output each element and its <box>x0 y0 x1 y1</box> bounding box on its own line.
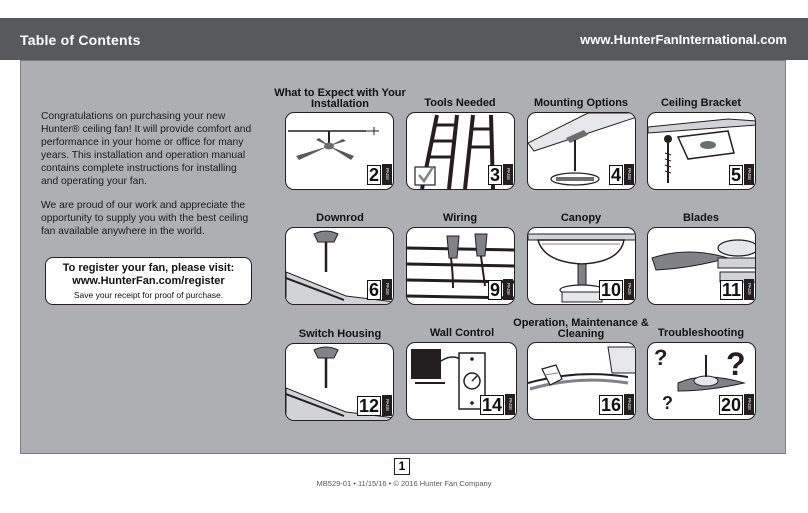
toc-title-bracket: Ceiling Bracket <box>660 97 742 109</box>
toc-page-number: 5 <box>730 165 741 185</box>
page-tab: PAGE <box>503 279 513 300</box>
page-tab: PAGE <box>744 394 754 415</box>
page-title: Table of Contents <box>20 32 141 48</box>
svg-text:?: ? <box>654 345 668 370</box>
toc-tile-tools[interactable] <box>406 112 515 190</box>
toc-page-number: 9 <box>489 280 500 300</box>
toc-title-blades: Blades <box>682 212 720 224</box>
register-note: Save your receipt for proof of purchase. <box>73 290 224 300</box>
register-callout <box>45 257 252 305</box>
toc-tile-mounting[interactable] <box>527 112 636 190</box>
toc-page-number: 2 <box>368 165 379 185</box>
page-tab: PAGE <box>382 164 392 185</box>
toc-page-number: 14 <box>481 395 502 415</box>
toc-page-number: 11 <box>721 280 741 300</box>
intro-text <box>41 110 253 249</box>
toc-title-wiring: Wiring <box>442 212 478 224</box>
toc-page-number: 20 <box>720 395 741 415</box>
page-tab: PAGE <box>624 279 634 300</box>
page-tab: PAGE <box>505 394 515 415</box>
svg-text:?: ? <box>726 346 746 382</box>
page-tab: PAGE <box>382 395 392 416</box>
footer-meta: MB529-01 • 11/15/16 • © 2016 Hunter Fan Company <box>316 479 492 488</box>
page-tab: PAGE <box>503 164 513 185</box>
page-tab: PAGE <box>624 394 634 415</box>
toc-tile-wall-control[interactable] <box>406 342 517 420</box>
toc-tile-blades[interactable] <box>647 227 756 305</box>
page-tab: PAGE <box>744 164 754 185</box>
toc-title-mounting: Mounting Options <box>533 97 629 109</box>
toc-tile-operation[interactable] <box>527 342 636 420</box>
toc-title-wall-control: Wall Control <box>429 327 495 339</box>
toc-page-number: 3 <box>489 165 500 185</box>
toc-title-troubleshooting: Troubleshooting <box>657 327 745 339</box>
register-link[interactable]: www.HunterFan.com/register <box>72 275 225 287</box>
toc-page-number: 16 <box>600 395 621 415</box>
toc-tile-wiring[interactable] <box>406 227 515 305</box>
toc-page-number: 10 <box>600 280 621 300</box>
toc-tile-switch-housing[interactable] <box>285 343 394 421</box>
intro-paragraph-2: We are proud of our work and appreciate the opportunity to supply you with the best ceiling fan available anywhere in the world. <box>41 200 249 237</box>
register-heading: To register your fan, please visit: <box>62 262 235 274</box>
toc-tile-canopy[interactable] <box>527 227 636 305</box>
toc-title-switch-housing: Switch Housing <box>298 328 382 340</box>
page-tab: PAGE <box>744 279 754 300</box>
toc-title-operation: Operation, Maintenance & Cleaning <box>513 317 649 340</box>
header-bar <box>0 18 808 60</box>
footer-page-number: 1 <box>394 458 410 475</box>
toc-tile-what-to-expect[interactable] <box>285 112 394 190</box>
toc-tile-bracket[interactable] <box>647 112 756 190</box>
svg-text:?: ? <box>662 393 673 413</box>
toc-tile-downrod[interactable] <box>285 227 394 305</box>
toc-page-number: 6 <box>368 280 379 300</box>
toc-page-number: 4 <box>610 165 621 185</box>
toc-title-downrod: Downrod <box>316 212 364 224</box>
toc-title-what-to-expect: What to Expect with Your Installation <box>274 87 406 110</box>
page-tab: PAGE <box>382 279 392 300</box>
toc-tile-troubleshooting[interactable] <box>647 342 756 420</box>
website-link[interactable]: www.HunterFanInternational.com <box>580 32 787 47</box>
toc-page-number: 12 <box>358 396 379 416</box>
intro-paragraph-1: Congratulations on purchasing your new Hunter® ceiling fan! It will provide comfort and performance in your home or office for many years. This installation and operation manual contains complete instructions for installing and operating your fan. <box>41 111 252 187</box>
toc-title-tools: Tools Needed <box>424 97 496 109</box>
toc-title-canopy: Canopy <box>560 212 602 224</box>
page-tab: PAGE <box>624 164 634 185</box>
